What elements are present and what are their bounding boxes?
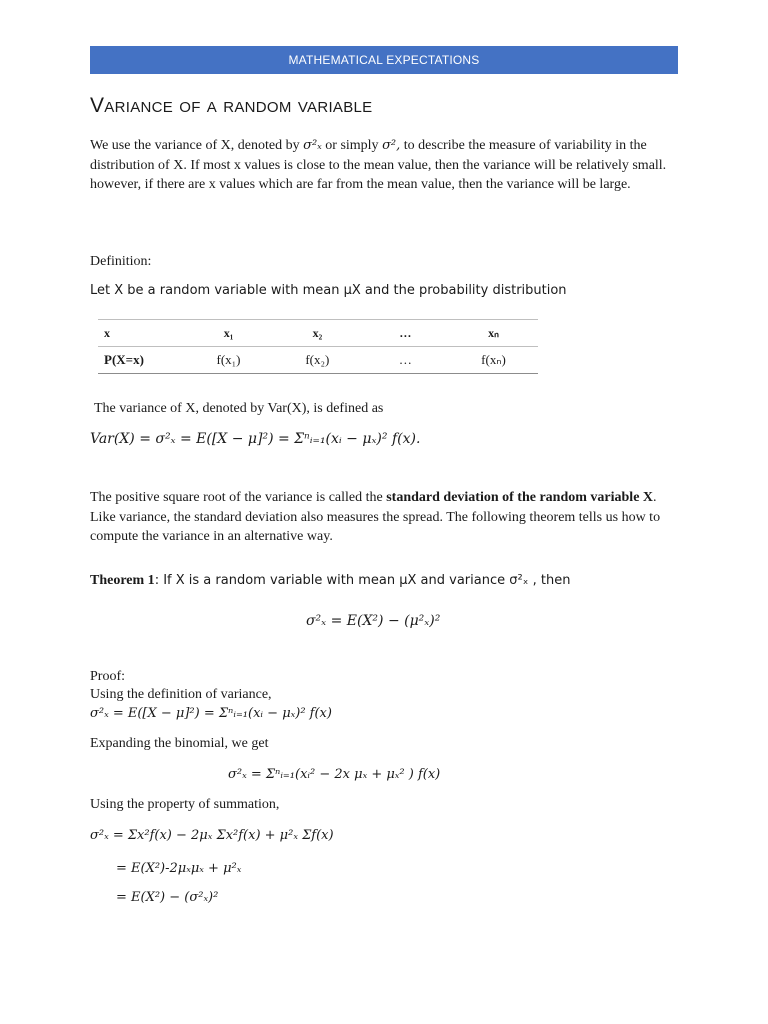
table-cell: f(x₂) <box>273 347 362 374</box>
proof-formula-result: = E(X²) − (σ²ₓ)² <box>116 890 219 905</box>
table-cell: P(X=x) <box>98 347 184 374</box>
section-banner: MATHEMATICAL EXPECTATIONS <box>90 46 678 74</box>
table-header-cell: x₂ <box>273 320 362 347</box>
definition-label: Definition: <box>90 254 152 269</box>
proof-formula-definition: σ²ₓ = E([X − μ]²) = Σⁿᵢ₌₁(xᵢ − μₓ)² f(x) <box>90 706 332 721</box>
probability-distribution-table <box>98 319 538 374</box>
intro-text-2: or simply <box>325 138 379 153</box>
std-dev-term: standard deviation of the random variable X <box>386 490 654 505</box>
intro-paragraph <box>90 136 680 195</box>
page-title: Variance of a random variable <box>90 94 373 117</box>
intro-text-1: We use the variance of X, denoted by <box>90 138 300 153</box>
std-dev-text-1: The positive square root of the variance is called the <box>90 490 383 505</box>
sigma-squared-symbol: σ², <box>382 138 401 153</box>
table-header-cell: x <box>98 320 184 347</box>
proof-formula-summation: σ²ₓ = Σx²f(x) − 2μₓ Σx²f(x) + μ²ₓ Σf(x) <box>90 828 334 843</box>
table-header-cell: xₙ <box>449 320 538 347</box>
proof-formula-step: = E(X²)-2μₓμₓ + μ²ₓ <box>116 861 242 876</box>
intro-text-3: to describe the measure of variability in <box>403 138 627 153</box>
sigma-x-squared-symbol: σ²ₓ <box>303 138 322 153</box>
theorem-formula: σ²ₓ = E(X²) − (μ²ₓ)² <box>306 613 441 629</box>
table-header-cell: … <box>362 320 449 347</box>
table-cell: f(x₁) <box>184 347 273 374</box>
proof-label: Proof: <box>90 669 125 684</box>
table-header-cell: x₁ <box>184 320 273 347</box>
table-cell: f(xₙ) <box>449 347 538 374</box>
theorem-text: : If X is a random variable with mean μX and variance σ²ₓ , then <box>154 573 571 588</box>
theorem-statement <box>90 573 570 589</box>
variance-formula: Var(X) = σ²ₓ = E([X − μ]²) = Σⁿᵢ₌₁(xᵢ − μₓ)² f(x). <box>90 431 421 447</box>
variance-definition-text: The variance of X, denoted by Var(X), is defined as <box>94 401 384 416</box>
table-header-row <box>98 320 538 347</box>
proof-step-text: Using the property of summation, <box>90 797 280 812</box>
table-row <box>98 347 538 374</box>
theorem-label: Theorem 1 <box>90 573 155 588</box>
std-dev-text-2: . Like variance, the standard deviation also measures the spread. The following theorem tells us how to compute the variance in an alternative way. <box>90 490 661 544</box>
proof-step-text: Expanding the binomial, we get <box>90 736 269 751</box>
std-dev-paragraph <box>90 488 680 547</box>
proof-step-text: Using the definition of variance, <box>90 687 272 702</box>
definition-text: Let X be a random variable with mean μX and the probability distribution <box>90 283 567 298</box>
intro-text-rest: the distribution of X. If most x values is close to the mean value, then the variance will be relatively small. however, if there are x values which are far from the mean value, then the variance will be large. <box>90 138 667 192</box>
proof-formula-expanded: σ²ₓ = Σⁿᵢ₌₁(xᵢ² − 2x μₓ + μₓ² ) f(x) <box>228 767 441 782</box>
table-cell: … <box>362 347 449 374</box>
